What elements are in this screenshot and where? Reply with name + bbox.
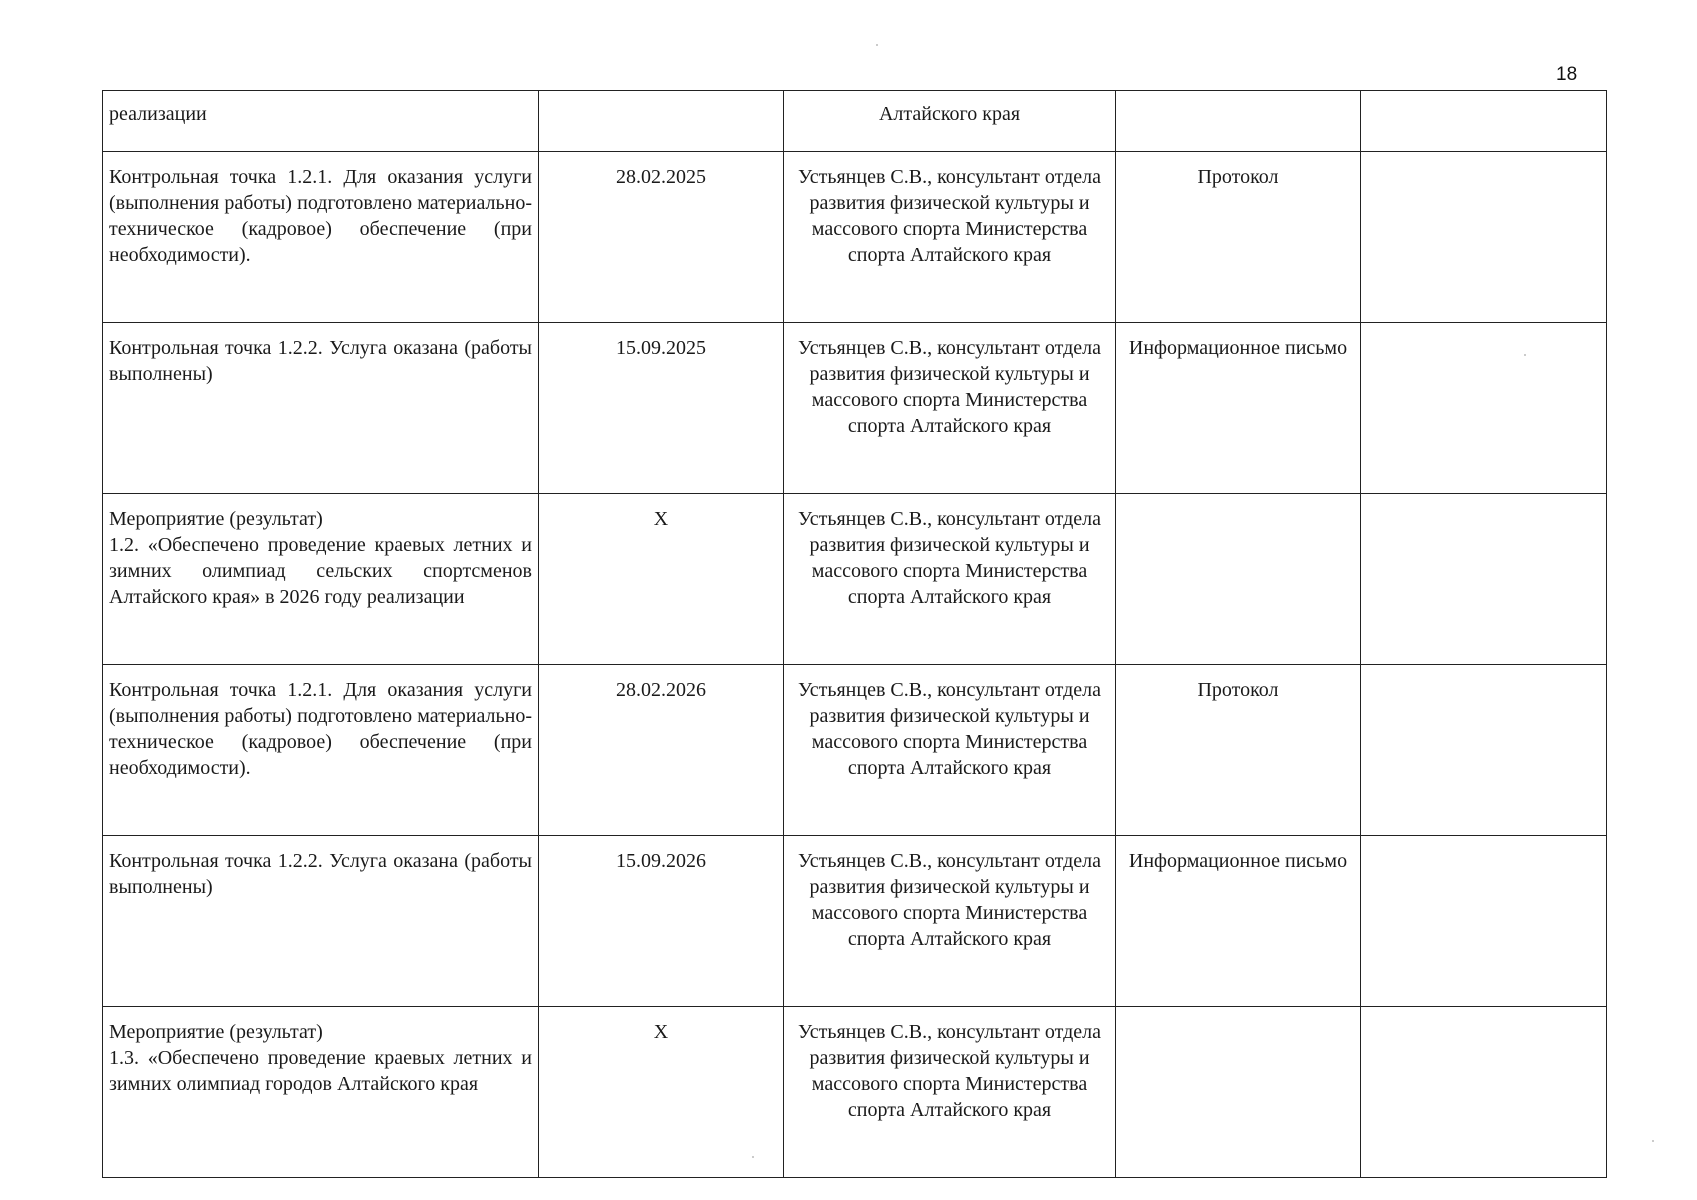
cell-extra: [1361, 152, 1607, 323]
name-prefix: Мероприятие (результат): [109, 1021, 323, 1043]
name-text: Контрольная точка 1.2.1. Для оказания услуги (выполнения работы) подготовлено материально-техническое (кадровое) обеспечение (при необходимости).: [109, 166, 532, 266]
cell-responsible: Устьянцев С.В., консультант отдела развития физической культуры и массового спорта Министерства спорта Алтайского края: [784, 836, 1116, 1007]
name-prefix: Мероприятие (результат): [109, 508, 323, 530]
cell-name: [103, 665, 539, 836]
name-text: 1.3. «Обеспечено проведение краевых летних и зимних олимпиад городов Алтайского края: [109, 1047, 532, 1095]
cell-extra: [1361, 91, 1607, 152]
name-text: 1.2. «Обеспечено проведение краевых летних и зимних олимпиад сельских спортсменов Алтайского края» в 2026 году реализации: [109, 534, 532, 608]
cell-document: [1116, 1007, 1361, 1178]
cell-date: X: [539, 494, 784, 665]
cell-date: 28.02.2025: [539, 152, 784, 323]
scan-speck: [876, 44, 878, 46]
table-row: [103, 665, 1607, 836]
table-row: [103, 152, 1607, 323]
cell-document: Протокол: [1116, 665, 1361, 836]
cell-document: [1116, 494, 1361, 665]
cell-responsible: Устьянцев С.В., консультант отдела развития физической культуры и массового спорта Министерства спорта Алтайского края: [784, 152, 1116, 323]
cell-responsible: Алтайского края: [784, 91, 1116, 152]
cell-date: [539, 91, 784, 152]
cell-extra: [1361, 836, 1607, 1007]
name-text: Контрольная точка 1.2.1. Для оказания услуги (выполнения работы) подготовлено материально-техническое (кадровое) обеспечение (при необходимости).: [109, 679, 532, 779]
table-row: [103, 494, 1607, 665]
cell-name: [103, 323, 539, 494]
cell-name: [103, 494, 539, 665]
cell-extra: [1361, 494, 1607, 665]
cell-document: Информационное письмо: [1116, 323, 1361, 494]
cell-extra: [1361, 665, 1607, 836]
cell-responsible: Устьянцев С.В., консультант отдела развития физической культуры и массового спорта Министерства спорта Алтайского края: [784, 323, 1116, 494]
cell-responsible: Устьянцев С.В., консультант отдела развития физической культуры и массового спорта Министерства спорта Алтайского края: [784, 665, 1116, 836]
cell-date: 15.09.2026: [539, 836, 784, 1007]
cell-extra: [1361, 323, 1607, 494]
page-number: 18: [1556, 64, 1578, 85]
table-row: [103, 836, 1607, 1007]
cell-document: Информационное письмо: [1116, 836, 1361, 1007]
name-text: Контрольная точка 1.2.2. Услуга оказана (работы выполнены): [109, 850, 532, 898]
table-row: [103, 323, 1607, 494]
cell-responsible: Устьянцев С.В., консультант отдела развития физической культуры и массового спорта Министерства спорта Алтайского края: [784, 494, 1116, 665]
cell-date: 28.02.2026: [539, 665, 784, 836]
cell-document: Протокол: [1116, 152, 1361, 323]
cell-name: [103, 836, 539, 1007]
cell-extra: [1361, 1007, 1607, 1178]
table-row: [103, 1007, 1607, 1178]
scan-speck: [752, 1156, 754, 1158]
scan-speck: [1524, 354, 1526, 356]
scan-speck: [1652, 1140, 1654, 1142]
table-row-continuation: [103, 91, 1607, 152]
name-text: Контрольная точка 1.2.2. Услуга оказана (работы выполнены): [109, 337, 532, 385]
cell-name: [103, 152, 539, 323]
cell-document: [1116, 91, 1361, 152]
cell-responsible: Устьянцев С.В., консультант отдела развития физической культуры и массового спорта Министерства спорта Алтайского края: [784, 1007, 1116, 1178]
cell-name: реализации: [103, 91, 539, 152]
plan-table: [102, 90, 1607, 1178]
cell-date: X: [539, 1007, 784, 1178]
cell-date: 15.09.2025: [539, 323, 784, 494]
cell-name: [103, 1007, 539, 1178]
